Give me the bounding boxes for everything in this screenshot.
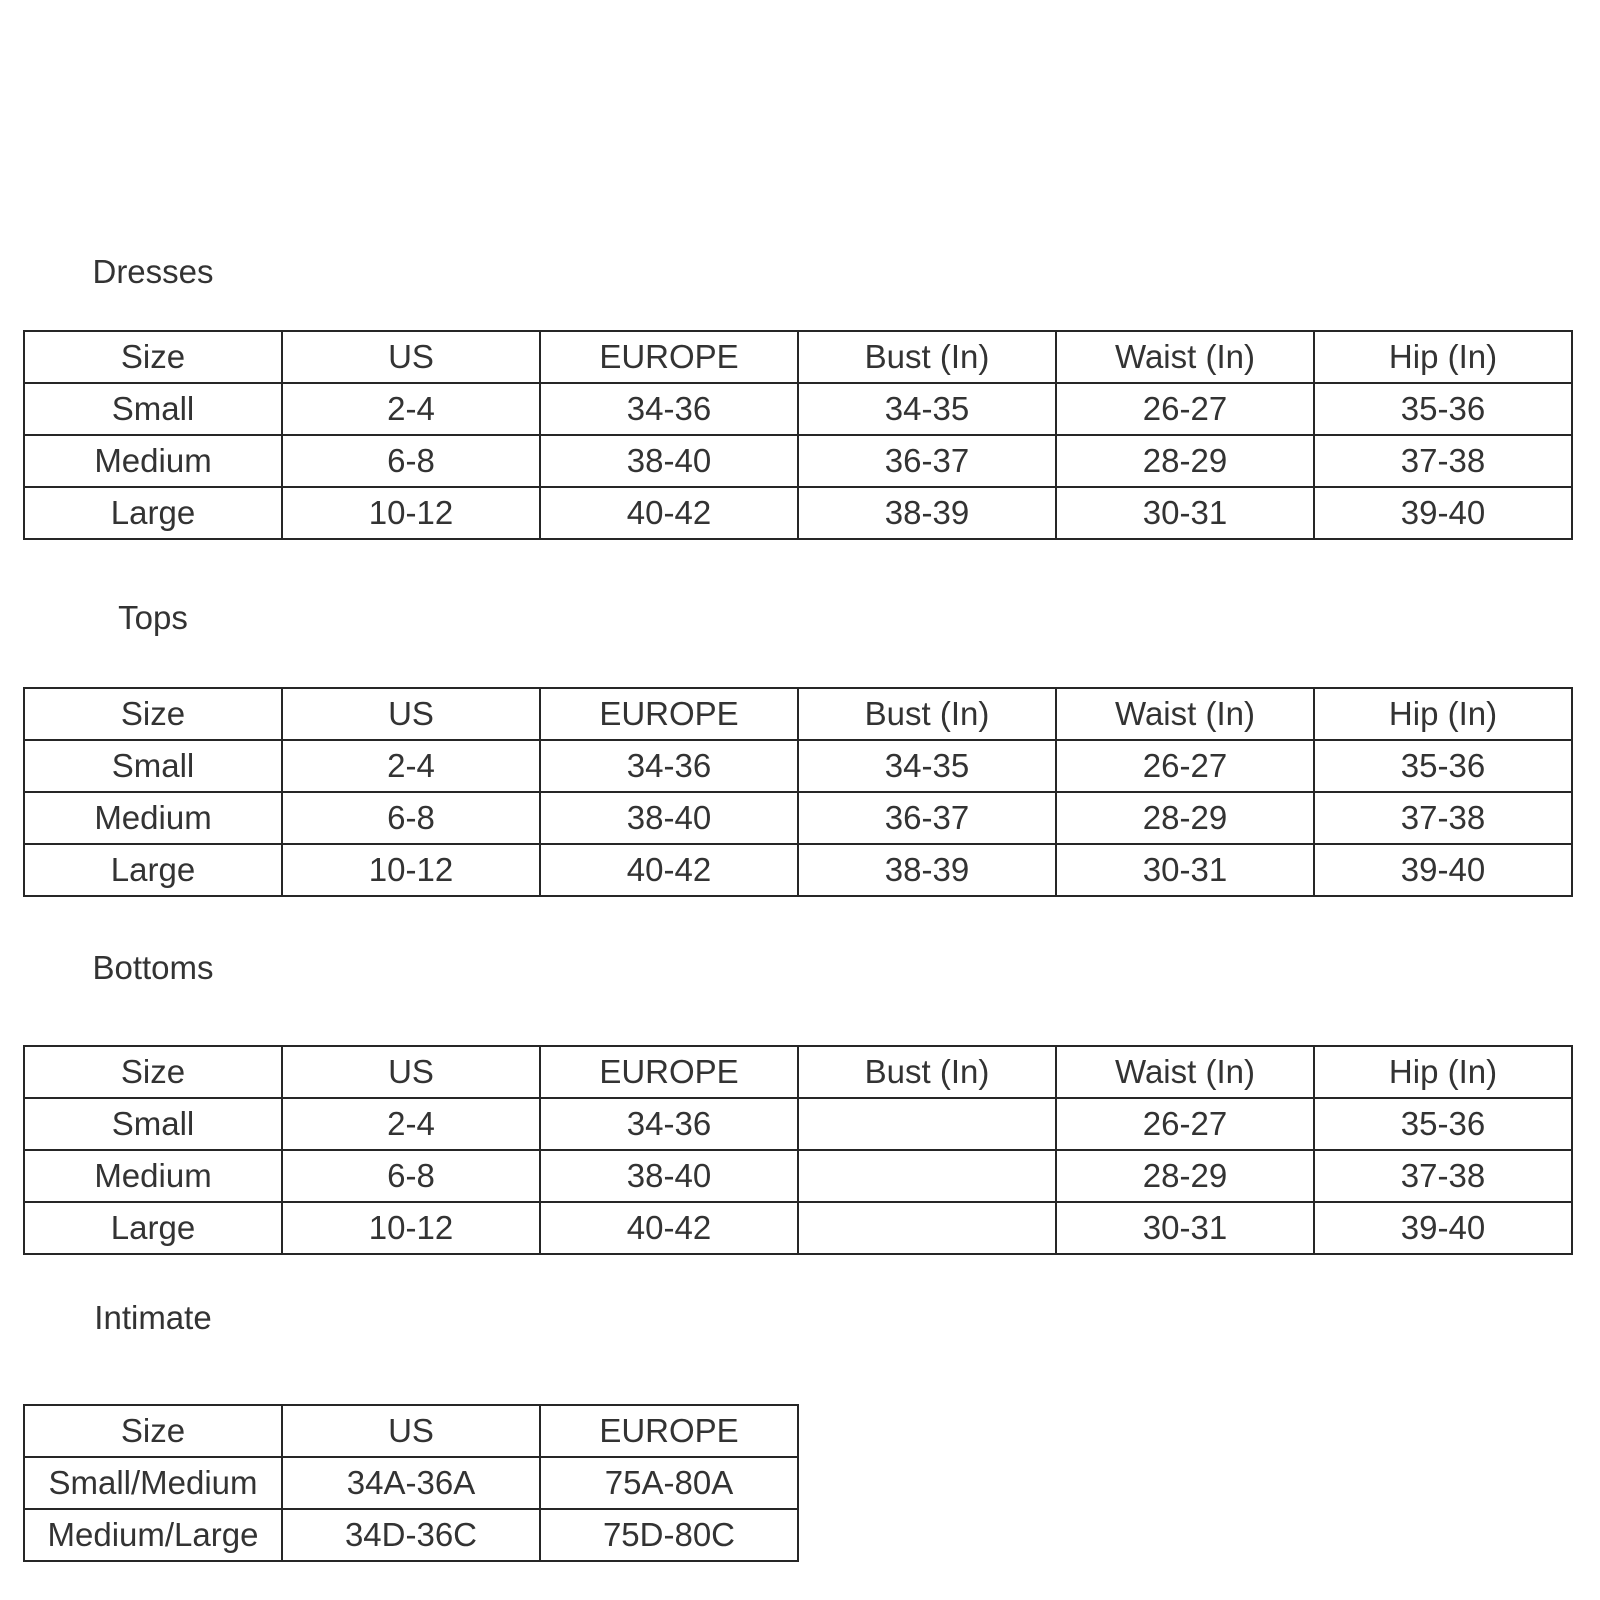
header-cell: EUROPE [540, 1046, 798, 1098]
table-cell: 75A-80A [540, 1457, 798, 1509]
header-cell: Hip (In) [1314, 331, 1572, 383]
table-header-row [24, 688, 1572, 740]
table-cell: 6-8 [282, 1150, 540, 1202]
header-cell: Waist (In) [1056, 1046, 1314, 1098]
table-cell: 34-36 [540, 740, 798, 792]
table-cell: Small [24, 740, 282, 792]
header-cell: EUROPE [540, 1405, 798, 1457]
table-row [24, 435, 1572, 487]
table-cell: 38-40 [540, 1150, 798, 1202]
table-row [24, 844, 1572, 896]
table-cell: 2-4 [282, 383, 540, 435]
header-cell: Size [24, 688, 282, 740]
table-cell [798, 1150, 1056, 1202]
table-cell: 34-36 [540, 383, 798, 435]
table-cell: Medium [24, 792, 282, 844]
header-cell: Hip (In) [1314, 1046, 1572, 1098]
table-cell: 38-39 [798, 487, 1056, 539]
header-cell: Size [24, 331, 282, 383]
size-table-intimate [23, 1404, 799, 1562]
table-header-row [24, 1405, 798, 1457]
table-cell: Medium [24, 435, 282, 487]
table-cell: 35-36 [1314, 740, 1572, 792]
table-cell: 35-36 [1314, 383, 1572, 435]
table-cell: 2-4 [282, 740, 540, 792]
table-cell: 39-40 [1314, 1202, 1572, 1254]
section-title-tops: Tops [118, 599, 188, 636]
size-table-tops [23, 687, 1573, 897]
table-cell: 34-36 [540, 1098, 798, 1150]
header-cell: Waist (In) [1056, 688, 1314, 740]
header-cell: Size [24, 1405, 282, 1457]
header-cell: Size [24, 1046, 282, 1098]
table-row [24, 487, 1572, 539]
table-cell: 2-4 [282, 1098, 540, 1150]
table-header-row [24, 331, 1572, 383]
header-cell: US [282, 331, 540, 383]
table-cell: 28-29 [1056, 1150, 1314, 1202]
table-cell: 6-8 [282, 792, 540, 844]
table-cell: 30-31 [1056, 1202, 1314, 1254]
table-row [24, 1202, 1572, 1254]
table-cell: 37-38 [1314, 792, 1572, 844]
table-cell: 40-42 [540, 1202, 798, 1254]
table-cell: 34A-36A [282, 1457, 540, 1509]
section-title-bottoms: Bottoms [92, 949, 214, 986]
table-cell: 40-42 [540, 487, 798, 539]
table-cell: 34-35 [798, 740, 1056, 792]
table-cell: Small/Medium [24, 1457, 282, 1509]
table-cell: Small [24, 383, 282, 435]
table-cell: 37-38 [1314, 1150, 1572, 1202]
table-cell: 36-37 [798, 435, 1056, 487]
section-title-intimate: Intimate [94, 1299, 212, 1336]
table-cell: 38-39 [798, 844, 1056, 896]
table-cell: 6-8 [282, 435, 540, 487]
table-cell: 39-40 [1314, 844, 1572, 896]
size-table-dresses [23, 330, 1573, 540]
table-row [24, 1150, 1572, 1202]
table-cell: 34D-36C [282, 1509, 540, 1561]
table-row [24, 792, 1572, 844]
table-cell: 26-27 [1056, 1098, 1314, 1150]
table-cell: 36-37 [798, 792, 1056, 844]
table-cell: Large [24, 1202, 282, 1254]
table-cell: Small [24, 1098, 282, 1150]
table-header-row [24, 1046, 1572, 1098]
table-cell: 30-31 [1056, 487, 1314, 539]
table-cell [798, 1202, 1056, 1254]
table-row [24, 740, 1572, 792]
table-row [24, 1457, 798, 1509]
header-cell: Bust (In) [798, 1046, 1056, 1098]
table-row [24, 1098, 1572, 1150]
table-row [24, 383, 1572, 435]
header-cell: Waist (In) [1056, 331, 1314, 383]
table-cell: Large [24, 844, 282, 896]
table-cell: 28-29 [1056, 792, 1314, 844]
table-cell: 34-35 [798, 383, 1056, 435]
header-cell: US [282, 1046, 540, 1098]
table-cell: 39-40 [1314, 487, 1572, 539]
size-table-bottoms [23, 1045, 1573, 1255]
table-cell: 75D-80C [540, 1509, 798, 1561]
header-cell: US [282, 688, 540, 740]
table-cell: 37-38 [1314, 435, 1572, 487]
table-cell: 26-27 [1056, 383, 1314, 435]
table-cell: 10-12 [282, 487, 540, 539]
table-cell: 10-12 [282, 1202, 540, 1254]
header-cell: US [282, 1405, 540, 1457]
table-cell: 38-40 [540, 792, 798, 844]
table-cell: Medium/Large [24, 1509, 282, 1561]
table-cell: 38-40 [540, 435, 798, 487]
table-cell: 30-31 [1056, 844, 1314, 896]
table-cell: Large [24, 487, 282, 539]
header-cell: Bust (In) [798, 688, 1056, 740]
table-cell: 28-29 [1056, 435, 1314, 487]
table-cell: 40-42 [540, 844, 798, 896]
table-cell [798, 1098, 1056, 1150]
table-cell: 35-36 [1314, 1098, 1572, 1150]
header-cell: Bust (In) [798, 331, 1056, 383]
header-cell: EUROPE [540, 331, 798, 383]
table-cell: 26-27 [1056, 740, 1314, 792]
section-title-dresses: Dresses [92, 253, 214, 290]
table-cell: 10-12 [282, 844, 540, 896]
table-row [24, 1509, 798, 1561]
header-cell: EUROPE [540, 688, 798, 740]
table-cell: Medium [24, 1150, 282, 1202]
header-cell: Hip (In) [1314, 688, 1572, 740]
